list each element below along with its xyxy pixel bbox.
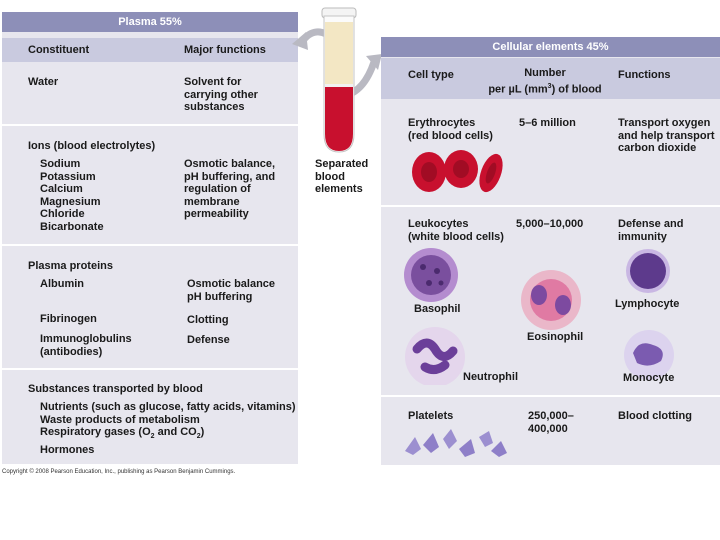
- platelets-function: Blood clotting: [618, 410, 692, 422]
- erythrocytes-function: Transport oxygen and help transport carbon dioxide: [618, 117, 715, 154]
- leukocytes-label: Leukocytes (white blood cells): [408, 218, 504, 243]
- cell-type-header: Cell type: [408, 69, 454, 81]
- cellular-panel: [381, 37, 720, 465]
- platelets-number: 250,000– 400,000: [528, 410, 574, 435]
- divider: [381, 205, 720, 207]
- monocyte-label: Monocyte: [623, 372, 675, 384]
- cellular-title: Cellular elements 45%: [381, 37, 720, 57]
- fibrinogen-function: Clotting: [187, 314, 229, 326]
- divider: [2, 124, 298, 126]
- immunoglobulins-function: Defense: [187, 334, 230, 346]
- divider: [381, 395, 720, 397]
- plasma-column-header: [2, 38, 298, 62]
- tube-red-cells-layer: [325, 87, 353, 151]
- neutrophil-label: Neutrophil: [463, 371, 518, 383]
- divider: [2, 244, 298, 246]
- erythrocytes-number: 5–6 million: [519, 117, 576, 129]
- ions-list: Sodium Potassium Calcium Magnesium Chloride Bicarbonate: [40, 158, 104, 233]
- respiratory-gases: Respiratory gases ($O_2$ and $CO_2$): [40, 426, 205, 441]
- fibrinogen-label: Fibrinogen: [40, 313, 97, 325]
- plasma-proteins-heading: Plasma proteins: [28, 260, 113, 272]
- divider: [2, 368, 298, 370]
- immunoglobulins-label: Immunoglobulins (antibodies): [40, 333, 132, 358]
- major-functions-header: Major functions: [184, 44, 266, 56]
- constituent-header: Constituent: [28, 44, 90, 56]
- transported-heading: Substances transported by blood: [28, 383, 203, 395]
- water-label: Water: [28, 76, 59, 88]
- platelets-image: [401, 425, 511, 459]
- tube-label: Separated blood elements: [315, 158, 369, 195]
- ions-heading: Ions (blood electrolytes): [28, 140, 156, 152]
- copyright-text: Copyright © 2008 Pearson Education, Inc., publishing as Pearson Benjamin Cummings.: [2, 469, 236, 475]
- cellular-column-header: [381, 58, 720, 99]
- number-header: Number per µL $(mm^3)$ of blood: [488, 67, 602, 96]
- albumin-label: Albumin: [40, 278, 84, 290]
- leukocytes-function: Defense and immunity: [618, 218, 684, 243]
- functions-header: Functions: [618, 69, 671, 81]
- ions-function: Osmotic balance, pH buffering, and regulation of membrane permeability: [184, 158, 276, 220]
- transported-list: Nutrients (such as glucose, fatty acids, vitamins) Waste products of metabolism Respiratory gases ($O_2$ and $CO_2$) Hormones: [40, 401, 296, 456]
- plasma-title: Plasma 55%: [2, 12, 298, 32]
- tube-buffy-layer: [325, 84, 353, 87]
- leukocytes-number: 5,000–10,000: [516, 218, 584, 230]
- platelets-label: Platelets: [408, 410, 454, 422]
- red-blood-cells-image: [409, 147, 509, 197]
- water-function: Solvent for carrying other substances: [184, 76, 258, 113]
- arrow-head-left-icon: [292, 32, 308, 50]
- plasma-panel: [2, 12, 298, 464]
- tube-plasma-layer: [325, 22, 353, 84]
- erythrocytes-label: Erythrocytes (red blood cells): [408, 117, 493, 142]
- eosinophil-label: Eosinophil: [527, 331, 584, 343]
- basophil-label: Basophil: [414, 303, 461, 315]
- albumin-function: Osmotic balance pH buffering: [187, 278, 276, 303]
- lymphocyte-label: Lymphocyte: [615, 298, 680, 310]
